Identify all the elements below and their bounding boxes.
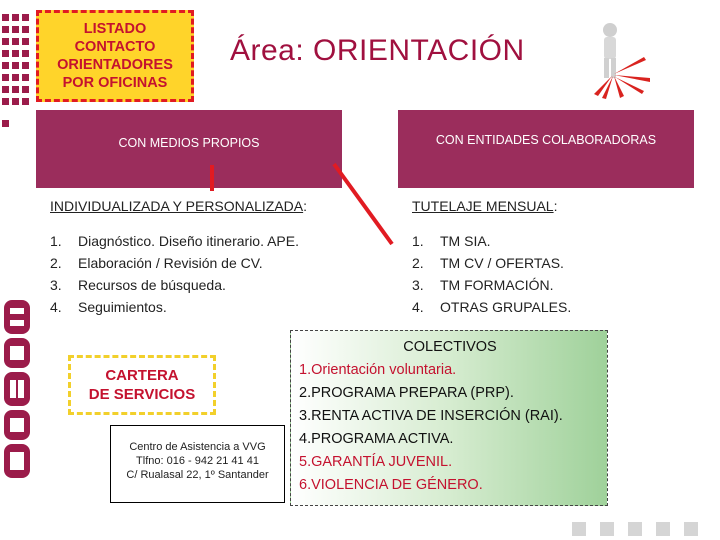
- tutelaje-heading: [412, 198, 557, 214]
- colectivos-box: [290, 330, 608, 506]
- heading-text: TUTELAJE MENSUAL: [412, 198, 554, 214]
- item-text: TM FORMACIÓN.: [440, 277, 554, 293]
- colectivo-item: 3.RENTA ACTIVA DE INSERCIÓN (RAI).: [299, 408, 563, 424]
- connector-line: [210, 165, 214, 191]
- item-text: TM SIA.: [440, 233, 491, 249]
- vvg-line: Centro de Asistencia a VVG: [129, 441, 266, 453]
- item-number: 4.: [50, 299, 62, 315]
- list-item: [412, 296, 702, 318]
- entidades-colaboradoras-box: [398, 110, 694, 188]
- item-number: 3.: [412, 277, 424, 293]
- item-number: 3.: [50, 277, 62, 293]
- item-text: TM CV / OFERTAS.: [440, 255, 564, 271]
- vvg-line: Tlfno: 016 - 942 21 41 41: [136, 455, 259, 467]
- item-text: OTRAS GRUPALES.: [440, 299, 572, 315]
- colectivo-item: 1.Orientación voluntaria.: [299, 362, 457, 378]
- listado-line: LISTADO: [83, 21, 147, 37]
- item-number: 2.: [50, 255, 62, 271]
- list-item: [412, 252, 702, 274]
- listado-line: POR OFICINAS: [62, 75, 168, 91]
- individualizada-heading: [50, 198, 307, 214]
- listado-line: CONTACTO: [74, 39, 156, 55]
- vvg-line: C/ Rualasal 22, 1º Santander: [126, 469, 269, 481]
- list-item: [412, 274, 702, 296]
- cartera-line: CARTERA: [105, 367, 179, 384]
- list-item: [50, 274, 360, 296]
- list-item: [50, 296, 360, 318]
- item-number: 1.: [412, 233, 424, 249]
- item-text: Seguimientos.: [78, 299, 167, 315]
- emcan-logo: [0, 300, 34, 480]
- list-item: [50, 230, 360, 252]
- item-number: 1.: [50, 233, 62, 249]
- vvg-contact-box: [110, 425, 285, 503]
- listado-contacto-link[interactable]: [36, 10, 194, 102]
- item-text: Elaboración / Revisión de CV.: [78, 255, 263, 271]
- person-arrows-icon: [590, 20, 660, 100]
- item-number: 2.: [412, 255, 424, 271]
- list-item: [412, 230, 702, 252]
- colectivo-item: 2.PROGRAMA PREPARA (PRP).: [299, 385, 514, 401]
- colectivo-item: 5.GARANTÍA JUVENIL.: [299, 454, 453, 470]
- colectivo-item: 4.PROGRAMA ACTIVA.: [299, 431, 454, 447]
- entidades-list: [412, 230, 702, 318]
- heading-colon: :: [553, 198, 558, 214]
- medios-propios-list: [50, 230, 360, 318]
- list-item: [50, 252, 360, 274]
- item-text: Recursos de búsqueda.: [78, 277, 226, 293]
- item-text: Diagnóstico. Diseño itinerario. APE.: [78, 233, 299, 249]
- heading-text: INDIVIDUALIZADA Y PERSONALIZADA: [50, 198, 304, 214]
- cartera-servicios-link[interactable]: [68, 355, 216, 415]
- medios-propios-label: CON MEDIOS PROPIOS: [118, 136, 260, 150]
- listado-line: ORIENTADORES: [57, 57, 173, 73]
- entidades-colaboradoras-label: CON ENTIDADES COLABORADORAS: [435, 133, 657, 147]
- item-number: 4.: [412, 299, 424, 315]
- colectivo-item: 6.VIOLENCIA DE GÉNERO.: [299, 477, 483, 493]
- heading-colon: :: [303, 198, 308, 214]
- cartera-line: DE SERVICIOS: [88, 386, 196, 403]
- colectivos-title: COLECTIVOS: [403, 339, 497, 355]
- page-title: Área: ORIENTACIÓN: [230, 34, 525, 67]
